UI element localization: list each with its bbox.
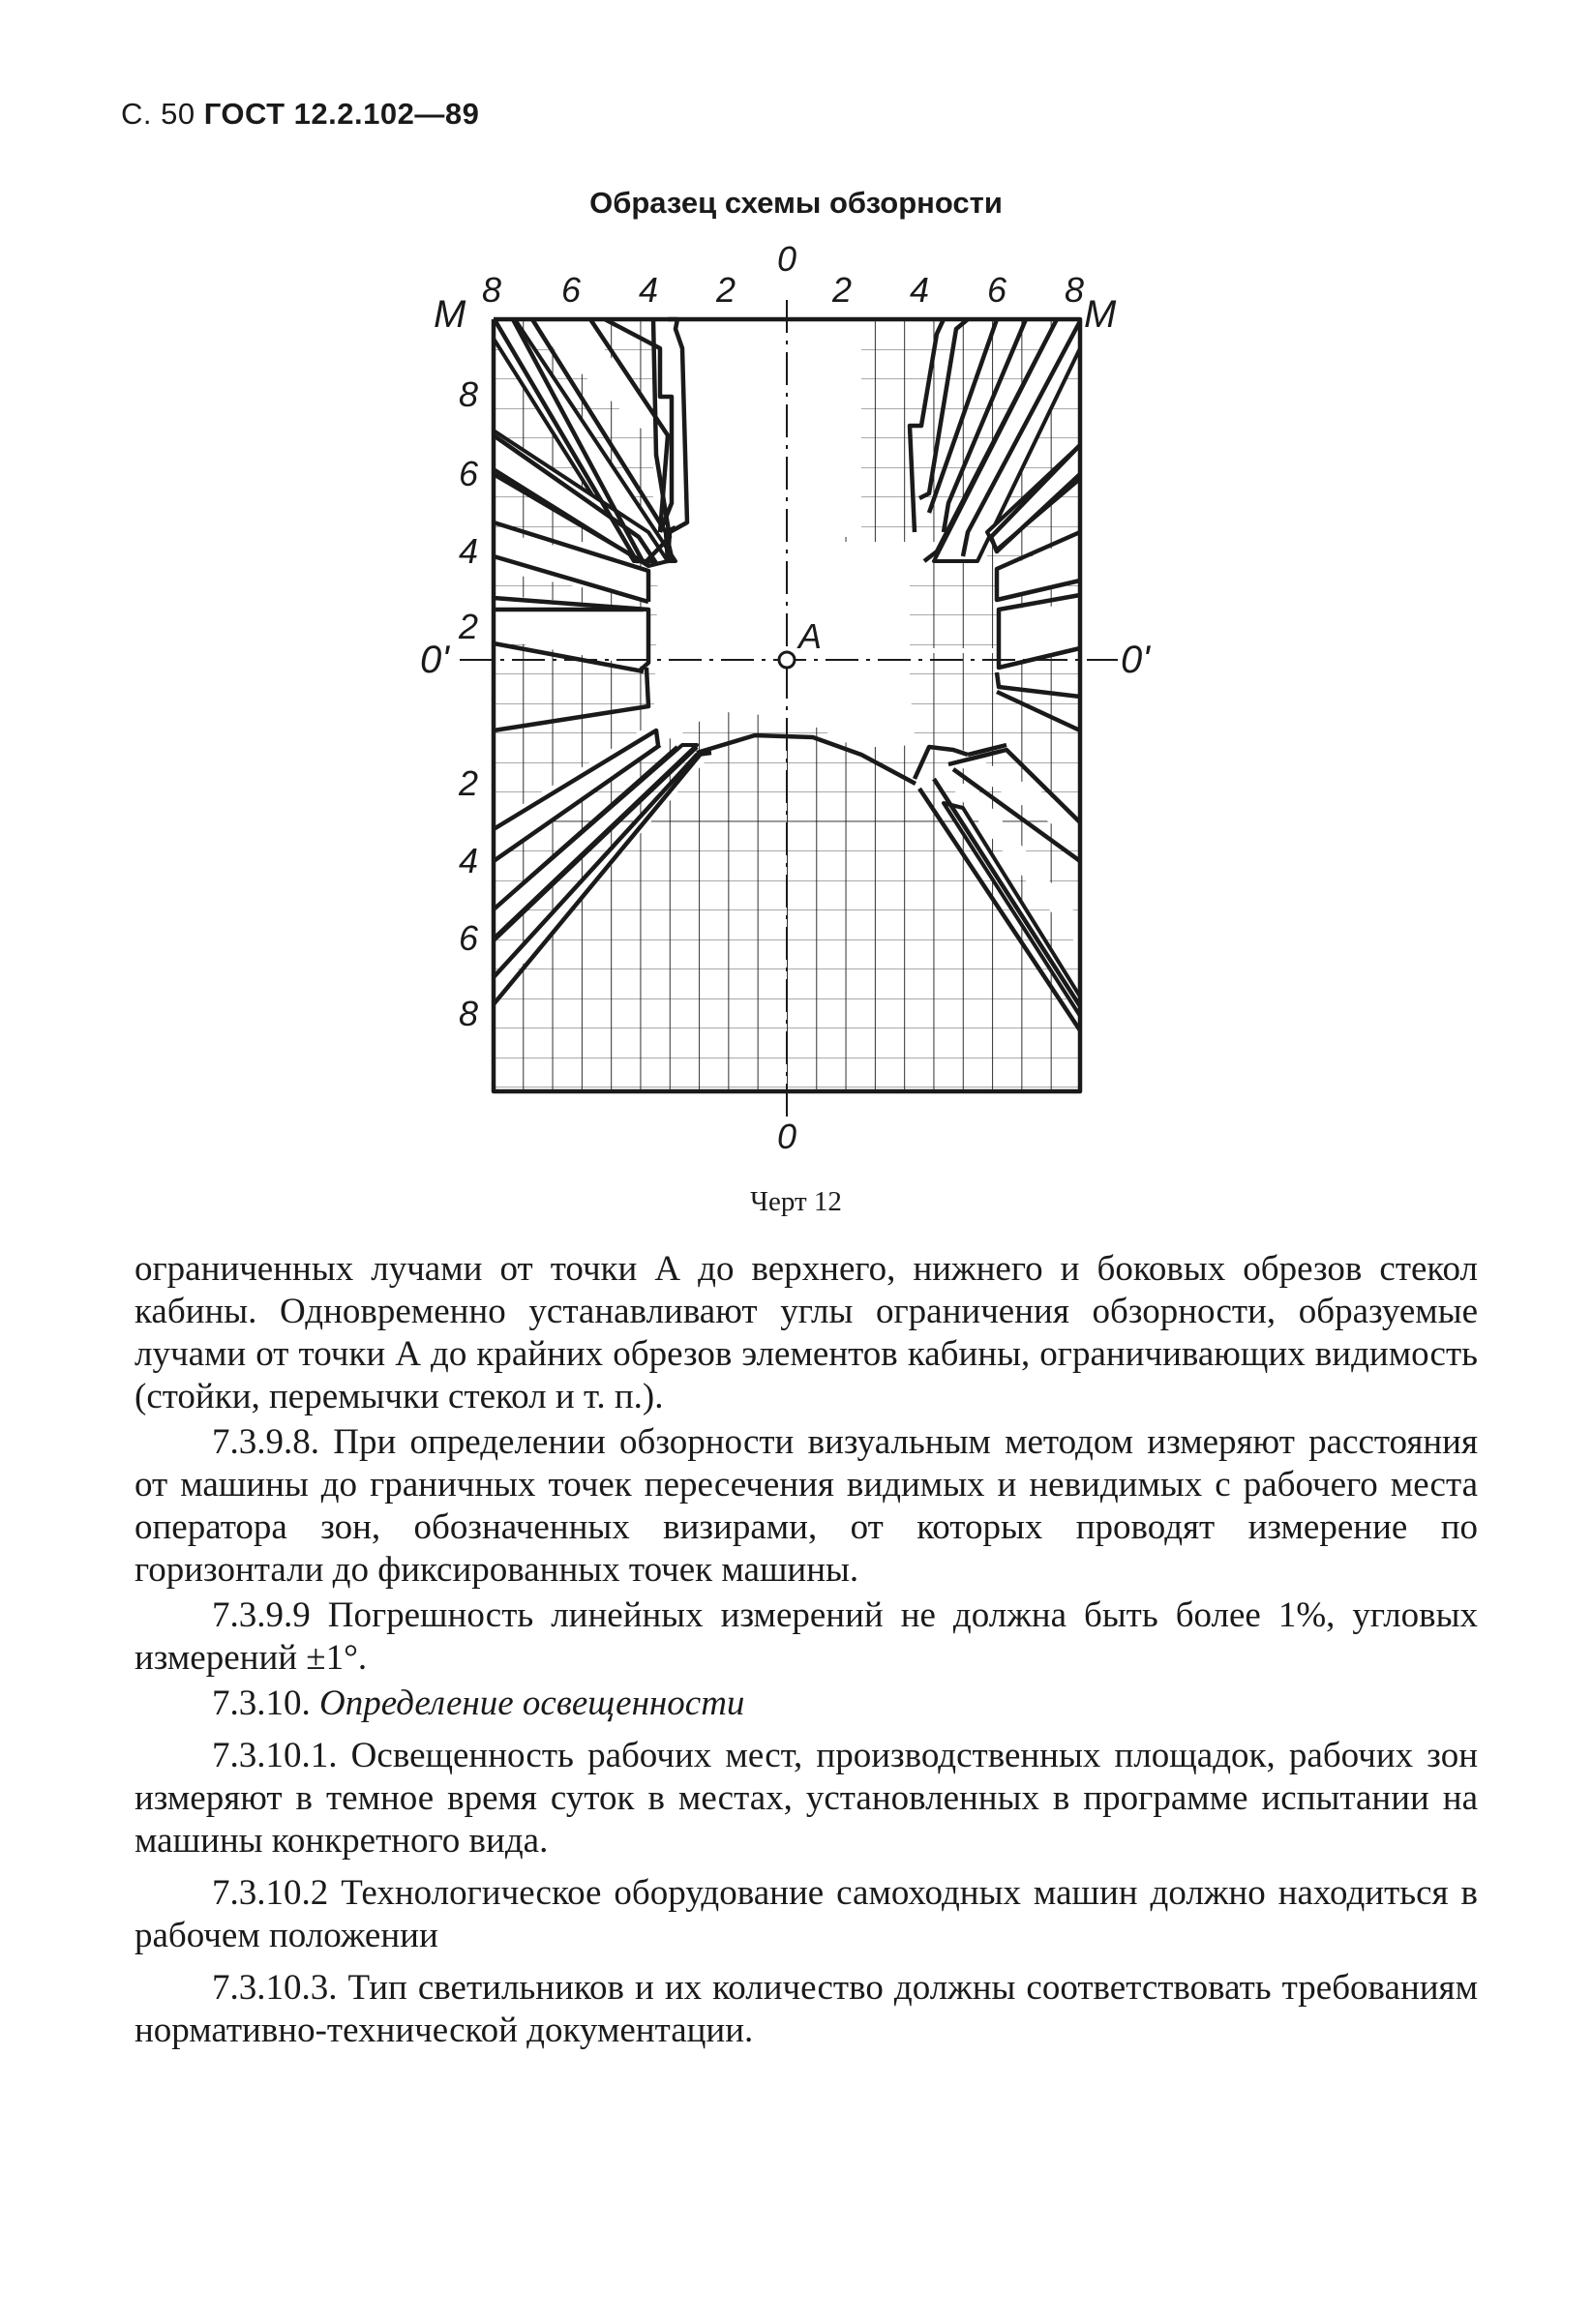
paragraph-7-3-10-2: 7.3.10.2 Технологическое оборудование самоходных машин должно находиться в рабочем положении (135, 1873, 1478, 1955)
top-label: 2 (832, 270, 853, 310)
standard-code: ГОСТ 12.2.102—89 (203, 97, 480, 131)
axis-label-left: 0' (420, 639, 449, 681)
side-label: 2 (459, 607, 479, 646)
top-label: 8 (482, 270, 502, 310)
side-label: 4 (459, 531, 479, 571)
top-label: 6 (987, 270, 1007, 310)
section-number: 7.3.10. (212, 1683, 311, 1723)
paragraph-7-3-9-9: 7.3.9.9 Погрешность линейных измерений не должна быть более 1%, угловых измерений ±1°. (135, 1595, 1478, 1678)
figure-caption: Черт 12 (750, 1186, 842, 1217)
top-label: 4 (639, 270, 659, 310)
side-label: 8 (459, 374, 479, 414)
corner-label-left: M (434, 293, 466, 336)
paragraph-7-3-10-1: 7.3.10.1. Освещенность рабочих мест, производственных площадок, рабочих зон измеряют в темное время суток в местах, установленных в программе испытании на машины конкретного вида. (135, 1736, 1478, 1861)
figure-title: Образец схемы обзорности (589, 186, 1003, 220)
axis-label-bottom: 0 (777, 1117, 797, 1156)
side-label: 8 (459, 994, 479, 1033)
axis-label-top: 0 (777, 242, 797, 279)
top-label: 4 (910, 270, 930, 310)
top-label: 8 (1065, 270, 1085, 310)
top-label: 2 (716, 270, 736, 310)
side-label: 6 (459, 454, 479, 493)
point-a-marker (779, 652, 795, 668)
section-heading-7-3-10 (135, 1683, 1478, 1725)
side-label: 4 (459, 841, 479, 880)
body-text (135, 1248, 1478, 2055)
paragraph-7-3-10-3: 7.3.10.3. Тип светильников и их количество должны соответствовать требованиям нормативно-технической документации. (135, 1968, 1478, 2050)
page-header (121, 97, 479, 132)
axis-label-right: 0' (1121, 639, 1150, 681)
side-label: 6 (459, 918, 479, 958)
paragraph-7-3-9-8: 7.3.9.8. При определении обзорности визуальным методом измеряют расстояния от машины до граничных точек пересечения видимых и невидимых с рабочего места оператора зон, обозначенных визирами, от которых проводят измерение по горизонтали до фиксированных точек машины. (135, 1422, 1478, 1590)
page-number: С. 50 (121, 97, 195, 131)
point-a-label: A (798, 616, 823, 656)
visibility-diagram (406, 242, 1200, 1166)
top-label: 6 (561, 270, 582, 310)
section-title: Определение освещенности (319, 1683, 745, 1723)
corner-label-right: M (1084, 293, 1117, 336)
side-label: 2 (459, 763, 479, 803)
paragraph-continuation: ограниченных лучами от точки А до верхнего, нижнего и боковых обрезов стекол кабины. Одновременно устанавливают углы ограничения обзорности, образуемые лучами от точки А до крайних обрезов элементов кабины, ограничивающих видимость (стойки, перемычки стекол и т. п.). (135, 1249, 1478, 1416)
